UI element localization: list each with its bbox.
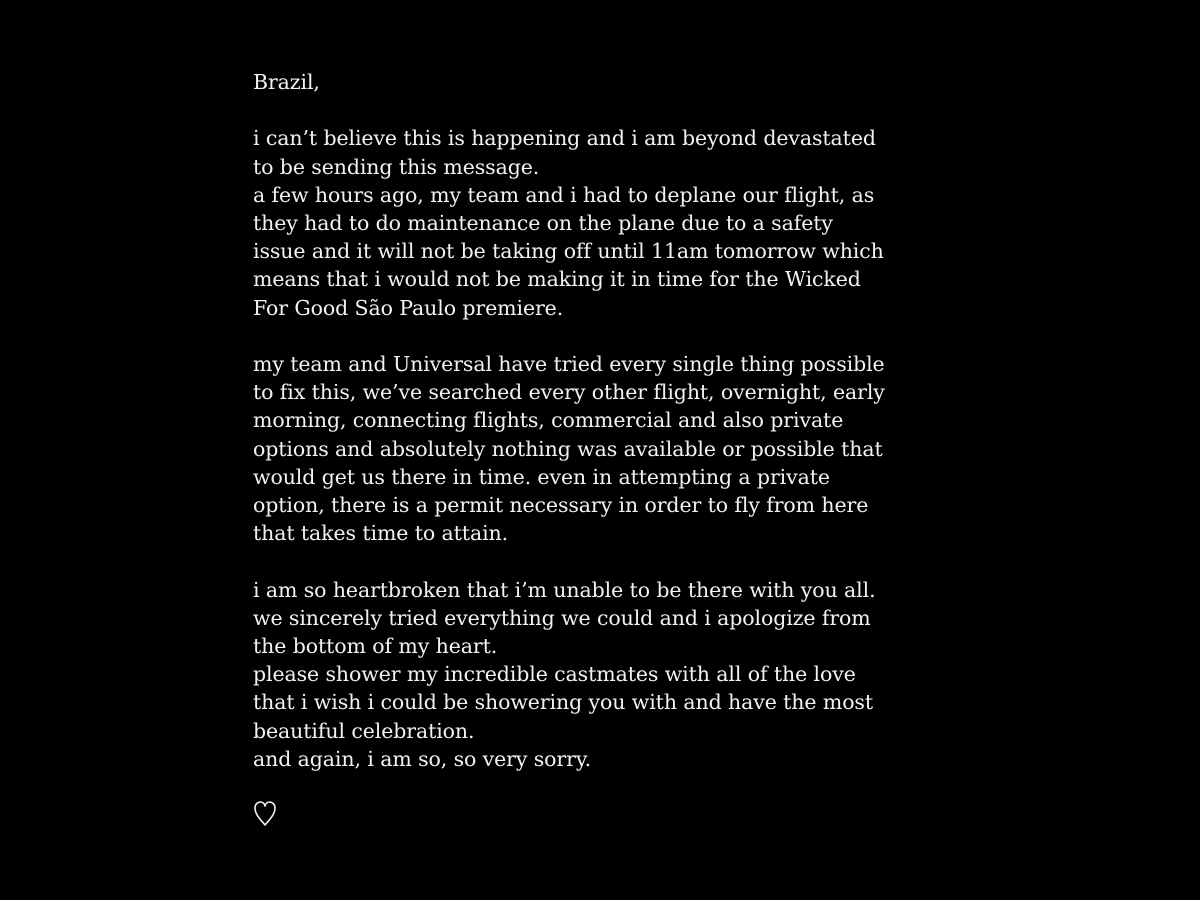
greeting: Brazil, xyxy=(253,70,320,94)
paragraph-2-line: my team and Universal have tried every single thing possible xyxy=(253,352,885,376)
paragraph-1-line: i can’t believe this is happening and i am beyond devastated xyxy=(253,126,876,151)
paragraph-2-line: morning, connecting flights, commercial and also private xyxy=(253,408,844,433)
paragraph-1-line: For Good São Paulo premiere. xyxy=(253,295,564,320)
paragraph-2 xyxy=(253,350,913,547)
paragraph-gap xyxy=(253,322,913,350)
paragraph-gap xyxy=(253,96,913,124)
paragraph-2-line: option, there is a permit necessary in order to fly from here xyxy=(253,493,869,518)
paragraph-2-line: options and absolutely nothing was available or possible that xyxy=(253,436,883,461)
paragraph-3-line: we sincerely tried everything we could and i apologize from xyxy=(253,605,871,630)
paragraph-gap xyxy=(253,547,913,575)
paragraph-1-line: to be sending this message. xyxy=(253,154,540,179)
paragraph-2-line: would get us there in time. even in attempting a private xyxy=(253,464,830,489)
paragraph-1-line: means that i would not be making it in time for the Wicked xyxy=(253,267,861,292)
letter-body xyxy=(253,68,913,773)
paragraph-3-line: that i wish i could be showering you with and have the most xyxy=(253,690,873,715)
heart-outline-icon xyxy=(253,798,277,828)
paragraph-1-line: issue and it will not be taking off until 11am tomorrow which xyxy=(253,239,884,264)
paragraph-1 xyxy=(253,124,913,321)
paragraph-3-line: i am so heartbroken that i’m unable to be there with you all. xyxy=(253,577,876,602)
paragraph-3 xyxy=(253,576,913,773)
paragraph-2-line: that takes time to attain. xyxy=(253,521,509,546)
paragraph-2-line: to fix this, we’ve searched every other flight, overnight, early xyxy=(253,380,885,405)
paragraph-3-line: the bottom of my heart. xyxy=(253,634,498,659)
paragraph-3-line: please shower my incredible castmates with all of the love xyxy=(253,662,856,687)
paragraph-3-line: beautiful celebration. xyxy=(253,718,475,743)
paragraph-1-line: a few hours ago, my team and i had to deplane our flight, as xyxy=(253,182,875,207)
paragraph-3-line: and again, i am so, so very sorry. xyxy=(253,746,591,771)
paragraph-1-line: they had to do maintenance on the plane due to a safety xyxy=(253,211,833,235)
